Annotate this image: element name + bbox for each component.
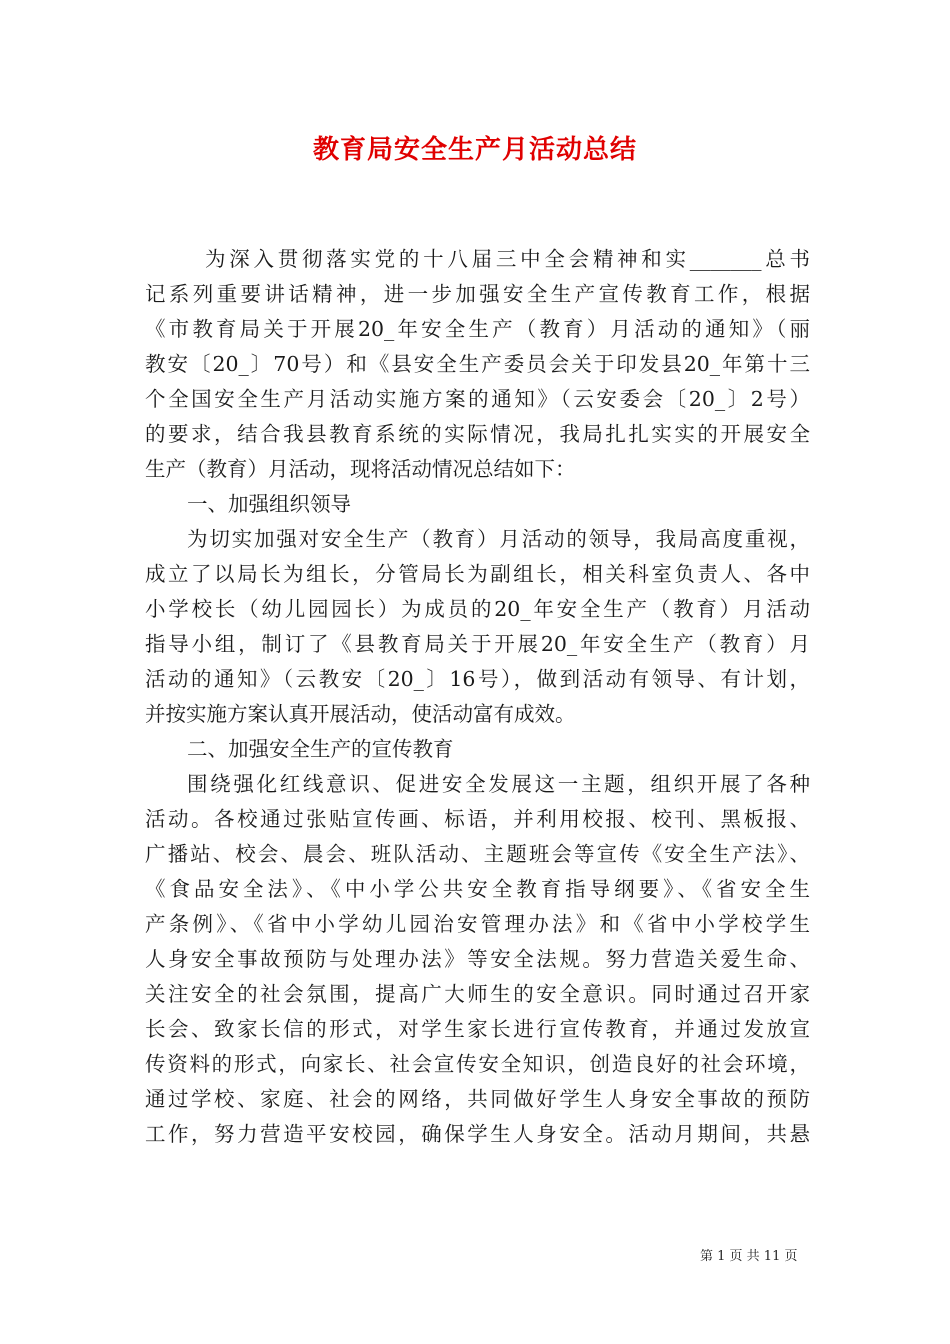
- document-title: 教育局安全生产月活动总结: [312, 135, 637, 165]
- body-line: 《食品安全法》、《中小学公共安全教育指导纲要》、《省安全生: [145, 877, 810, 901]
- body-line: 关注安全的社会氛围，提高广大师生的安全意识。同时通过召开家: [145, 982, 810, 1006]
- body-line: 产条例》、《省中小学幼儿园治安管理办法》和《省中小学校学生: [145, 912, 810, 936]
- section-heading: 一、加强组织领导: [187, 492, 351, 516]
- body-line: 通过学校、家庭、社会的网络，共同做好学生人身安全事故的预防: [145, 1087, 810, 1111]
- body-line: 小学校长（幼儿园园长）为成员的20_年安全生产（教育）月活动: [145, 597, 810, 621]
- section-heading: 二、加强安全生产的宣传教育: [187, 737, 454, 761]
- body-line: 活动的通知》（云教安〔20_〕16号），做到活动有领导、有计划，: [145, 667, 810, 691]
- body-line: 活动。各校通过张贴宣传画、标语，并利用校报、校刊、黑板报、: [145, 807, 810, 831]
- document-body: [145, 242, 810, 1152]
- body-line: 《市教育局关于开展20_年安全生产（教育）月活动的通知》（丽: [145, 317, 810, 341]
- body-line: 个全国安全生产月活动实施方案的通知》（云安委会〔20_〕2号）: [145, 387, 810, 411]
- body-line: 为切实加强对安全生产（教育）月活动的领导，我局高度重视，: [187, 527, 810, 551]
- body-line: 为深入贯彻落实党的十八届三中全会精神和实_______总书: [205, 247, 810, 271]
- body-line: 记系列重要讲话精神，进一步加强安全生产宣传教育工作，根据: [145, 282, 810, 306]
- body-line: 广播站、校会、晨会、班队活动、主题班会等宣传《安全生产法》、: [145, 842, 810, 866]
- body-line: 成立了以局长为组长，分管局长为副组长，相关科室负责人、各中: [145, 562, 810, 586]
- page-number: 第 1 页 共 11 页: [700, 1249, 798, 1264]
- body-line: 教安〔20_〕70号）和《县安全生产委员会关于印发县20_年第十三: [145, 352, 810, 376]
- body-line: 人身安全事故预防与处理办法》等安全法规。努力营造关爱生命、: [145, 947, 810, 971]
- body-line: 围绕强化红线意识、促进安全发展这一主题，组织开展了各种: [187, 772, 810, 796]
- body-line: 长会、致家长信的形式，对学生家长进行宣传教育，并通过发放宣: [145, 1017, 810, 1041]
- body-line: 生产（教育）月活动，现将活动情况总结如下：: [145, 457, 576, 481]
- body-line: 并按实施方案认真开展活动，使活动富有成效。: [145, 702, 576, 726]
- body-line: 工作，努力营造平安校园，确保学生人身安全。活动月期间，共悬: [145, 1122, 810, 1146]
- body-line: 传资料的形式，向家长、社会宣传安全知识，创造良好的社会环境，: [145, 1052, 810, 1076]
- body-line: 指导小组，制订了《县教育局关于开展20_年安全生产（教育）月: [145, 632, 810, 656]
- body-line: 的要求，结合我县教育系统的实际情况，我局扎扎实实的开展安全: [145, 422, 810, 446]
